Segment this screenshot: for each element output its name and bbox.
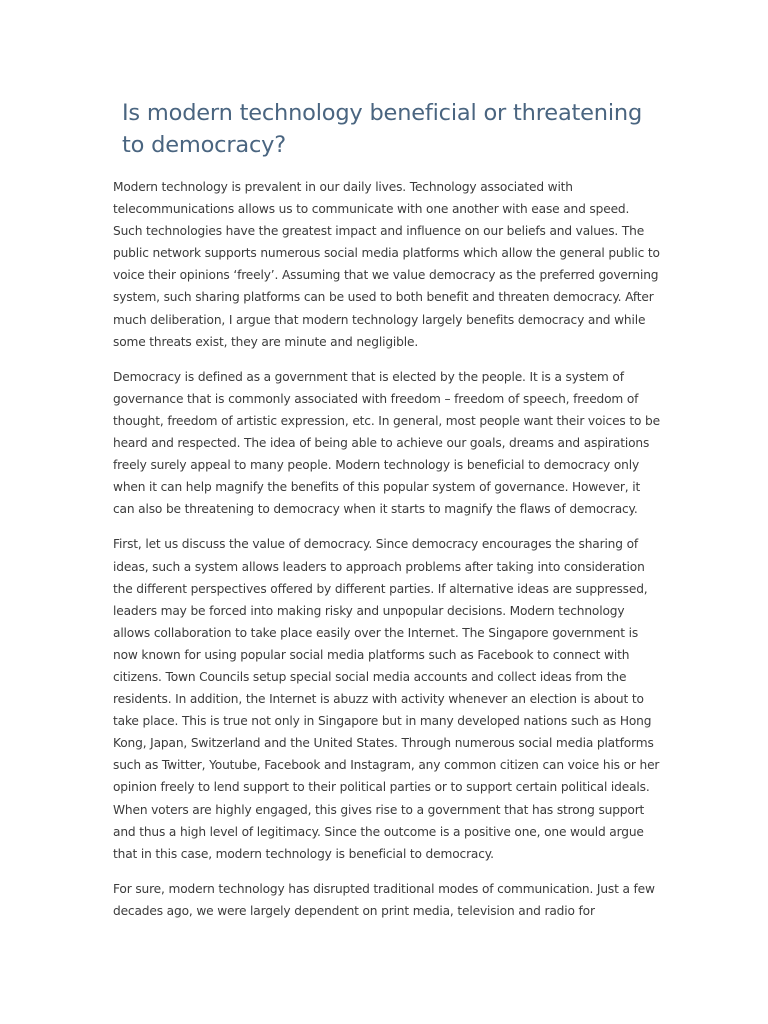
paragraph-2: Democracy is defined as a government that is elected by the people. It is a system of governance that is commonly associated with freedom – freedom of speech, freedom of thought, freedom of artistic expression, etc. In general, most people want their voices to be heard and respected. The idea of being able to achieve our goals, dreams and aspirations freely surely appeal to many people. Modern technology is beneficial to democracy only when it can help magnify the benefits of this popular system of governance. However, it can also be threatening to democracy when it starts to magnify the flaws of democracy. <box>113 369 660 517</box>
paragraph-3: First, let us discuss the value of democracy. Since democracy encourages the sharing of ideas, such a system allows leaders to approach problems after taking into consideration the different perspectives offered by different parties. If alternative ideas are suppressed, leaders may be forced into making risky and unpopular decisions. Modern technology allows collaboration to take place easily over the Internet. The Singapore government is now known for using popular social media platforms such as Facebook to connect with citizens. Town Councils setup special social media accounts and collect ideas from the residents. In addition, the Internet is abuzz with activity whenever an election is about to take place. This is true not only in Singapore but in many developed nations such as Hong Kong, Japan, Switzerland and the United States. Through numerous social media platforms such as Twitter, Youtube, Facebook and Instagram, any common citizen can voice his or her opinion freely to lend support to their political parties or to support certain political ideals. When voters are highly engaged, this gives rise to a government that has strong support and thus a high level of legitimacy. Since the outcome is a positive one, one would argue that in this case, modern technology is beneficial to democracy. <box>113 537 660 861</box>
document-title: Is modern technology beneficial or threatening to democracy? <box>122 100 643 158</box>
paragraph-1: Modern technology is prevalent in our daily lives. Technology associated with telecommunications allows us to communicate with one another with ease and speed. Such technologies have the greatest impact and influence on our beliefs and values. The public network supports numerous social media platforms which allow the general public to voice their opinions ‘freely’. Assuming that we value democracy as the preferred governing system, such sharing platforms can be used to both benefit and threaten democracy. After much deliberation, I argue that modern technology largely benefits democracy and while some threats exist, they are minute and negligible. <box>113 180 660 349</box>
document-body <box>113 176 661 935</box>
paragraph-4: For sure, modern technology has disrupted traditional modes of communication. Just a few decades ago, we were largely dependent on print media, television and radio for <box>113 881 655 918</box>
